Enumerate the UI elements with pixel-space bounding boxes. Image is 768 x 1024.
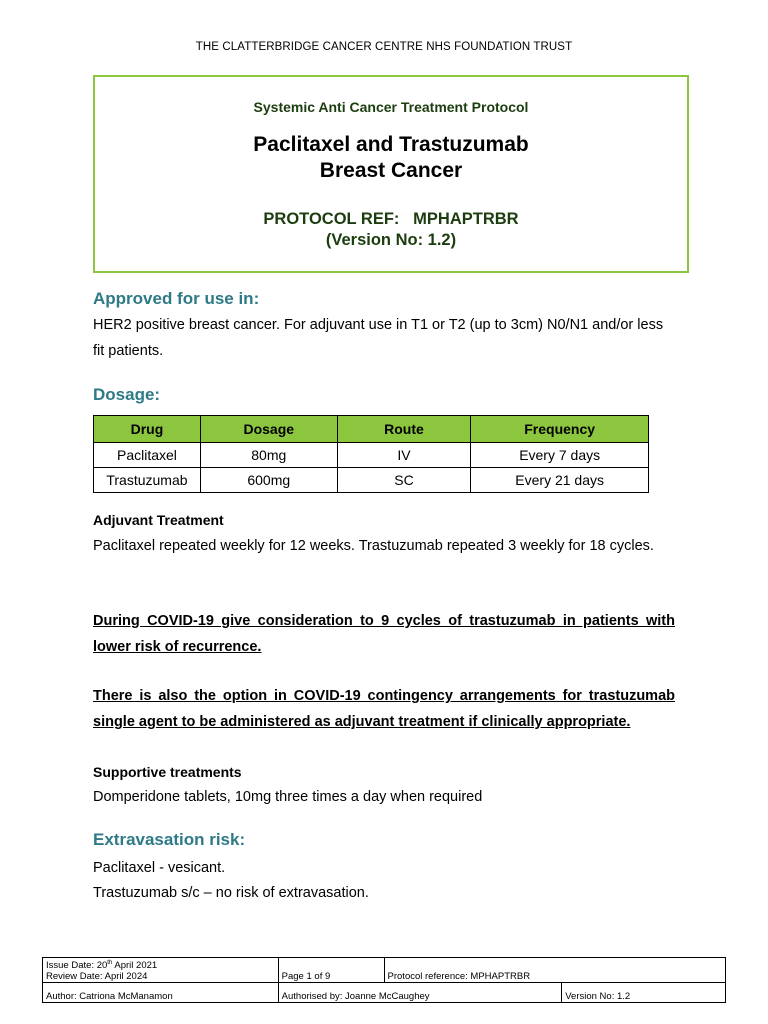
column-header: Frequency [471,416,649,443]
ref-line-2: (Version No: 1.2) [325,231,457,249]
protocol-subtitle: Systemic Anti Cancer Treatment Protocol [253,99,529,115]
trust-header: THE CLATTERBRIDGE CANCER CENTRE NHS FOUNDATION TRUST [195,41,573,53]
review-date: Review Date: April 2024 [46,971,148,983]
dosage-heading: Dosage: [93,385,161,404]
table-cell: 600mg [200,468,337,493]
adjuvant-heading: Adjuvant Treatment [93,512,224,528]
footer-version: Version No: 1.2 [562,983,726,1003]
table-row [94,443,649,468]
table-cell: Every 21 days [471,468,649,493]
approved-heading: Approved for use in: [93,289,260,308]
supportive-heading: Supportive treatments [93,764,242,780]
footer-dates [43,958,279,983]
covid-note-1: During COVID-19 give consideration to 9 cycles of trastuzumab in patients with lower risk of recurrence. [93,613,675,655]
column-header: Drug [94,416,201,443]
table-cell: Paclitaxel [94,443,201,468]
issue-date: Issue Date: 20th April 2021 [46,960,158,972]
column-header: Dosage [200,416,337,443]
table-cell: 80mg [200,443,337,468]
table-cell: SC [337,468,471,493]
footer-protocol-ref: Protocol reference: MPHAPTRBR [384,958,725,983]
footer-table [42,957,726,1003]
table-cell: IV [337,443,471,468]
ref-line-1: PROTOCOL REF: MPHAPTRBR [263,210,519,228]
title-line-2: Breast Cancer [319,159,463,182]
title-box [93,75,689,273]
extravasation-heading: Extravasation risk: [93,830,246,849]
extravasation-line-1: Paclitaxel - vesicant. [93,860,226,876]
approved-text: HER2 positive breast cancer. For adjuvant use in T1 or T2 (up to 3cm) N0/N1 and/or less fit patients. [93,317,664,359]
table-cell: Trastuzumab [94,468,201,493]
footer-authorised: Authorised by: Joanne McCaughey [278,983,562,1003]
extravasation-line-2: Trastuzumab s/c – no risk of extravasation. [93,885,369,901]
column-header: Route [337,416,471,443]
table-cell: Every 7 days [471,443,649,468]
table-row [94,468,649,493]
supportive-text: Domperidone tablets, 10mg three times a day when required [93,789,483,805]
footer-page: Page 1 of 9 [278,958,384,983]
title-line-1: Paclitaxel and Trastuzumab [253,133,529,156]
adjuvant-text: Paclitaxel repeated weekly for 12 weeks. Trastuzumab repeated 3 weekly for 18 cycles. [93,538,654,554]
table-header-row [94,416,649,443]
footer-author: Author: Catriona McManamon [43,983,279,1003]
protocol-ref [95,209,687,251]
protocol-title [95,132,687,184]
covid-note-2: There is also the option in COVID-19 contingency arrangements for trastuzumab single agent to be administered as adjuvant treatment if clinically appropriate. [93,688,675,730]
dosage-table [93,415,649,493]
